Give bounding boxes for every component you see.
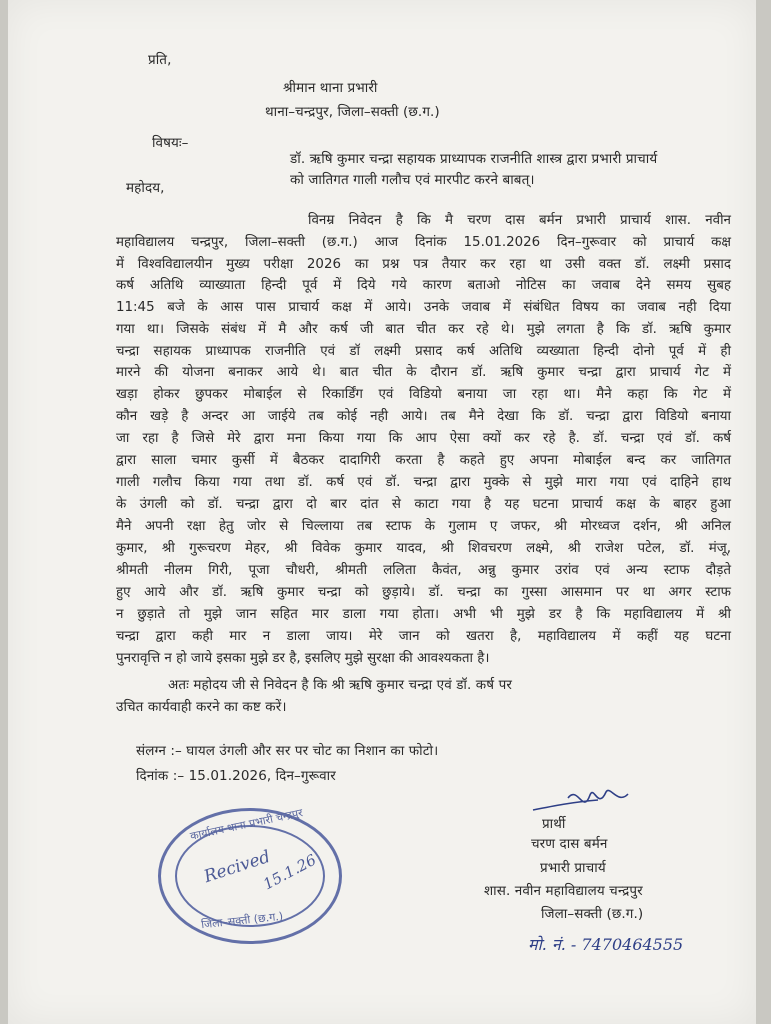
letter-page (8, 0, 756, 1024)
body-line: श्रीमती नीलम गिरी, पूजा चौधरी, श्रीमती ललिता कैवंत, अन्नु कुमार उरांव एवं अन्य स्टाफ दौड़ते (116, 563, 731, 578)
body-line: विनम्र निवेदन है कि मै चरण दास बर्मन प्रभारी प्राचार्य शास. नवीन (308, 213, 731, 228)
applicant-designation: प्रभारी प्राचार्य (540, 860, 606, 876)
subject-line-2: को जातिगत गाली गलौच एवं मारपीट करने बाबत्। (290, 172, 535, 188)
enclosure-line: संलग्न :– घायल उंगली और सर पर चोट का निशान का फोटो। (136, 743, 439, 759)
body-line: चन्द्रा सहायक प्राध्यापक राजनीति एवं डॉ लक्ष्मी प्रसाद कर्ष अतिथि व्यख्याता हिन्दी दोनो पूर्व में ही (116, 344, 731, 359)
body-line: खड़ा होकर छुपकर मोबाईल से रिकार्डिंग एवं विडियो बनाया जा रहा था। मैने कहा कि गेट में (116, 387, 731, 402)
stamp-bottom-text: जिला–सक्ती (छ.ग.) (200, 909, 284, 932)
recipient-line-2: थाना–चन्द्रपुर, जिला–सक्ती (छ.ग.) (265, 104, 440, 120)
body-line: द्वारा साला चमार कुर्सी में बैठकर दादागिरी करता है कहते हुए अपना मोबाईल बन्द कर जातिगत (116, 453, 731, 468)
stamp-top-text: कार्यालय थाना प्रभारी चन्द्रपुर (188, 806, 304, 843)
body-line: कौन खड़े है अन्दर आ जाईये तब कोई नही आये। तब मैने देखा कि डॉ. चन्द्रा द्वारा विडियो बनाया (116, 409, 731, 424)
applicant-label: प्रार्थी (542, 816, 566, 832)
police-receipt-stamp (158, 808, 342, 944)
subject-line-1: डॉ. ऋषि कुमार चन्द्रा सहायक प्राध्यापक राजनीति शास्त्र द्वारा प्रभारी प्राचार्य (290, 151, 658, 167)
body-line: मारने की योजना बनाकर आये थे। बात चीत के दौरान डॉ. ऋषि कुमार चन्द्रा द्वारा प्राचार्य गेट में (116, 365, 731, 380)
closing-line-1: अतः महोदय जी से निवेदन है कि श्री ऋषि कुमार चन्द्रा एवं डॉ. कर्ष पर (168, 677, 512, 693)
body-line: 11:45 बजे के आस पास प्राचार्य कक्ष में आये। उनके जवाब में संबंधित विषय का जवाब नही दिया (116, 300, 731, 315)
body-line: गया था। जिसके संबंध में मै और कर्ष जी बात चीत कर रहे थे। मुझे लगता है कि डॉ. ऋषि कुमार (116, 322, 731, 337)
applicant-mobile: मो. नं. - 7470464555 (528, 935, 684, 954)
body-line: गाली गलौच किया गया तथा डॉ. कर्ष एवं डॉ. चन्द्रा द्वारा मुक्के से मुझे मारा गया एवं दाहिने हाथ (116, 475, 731, 490)
body-line: हुए आये और डॉ. ऋषि कुमार चन्द्रा को छुड़ाये। डॉ. चन्द्रा का गुस्सा आसमान पर था अगर स्टाफ (116, 585, 731, 600)
body-line: चन्द्रा द्वारा कही मार न डाला जाय। मेरे जान को खतरा है, महाविद्यालय में कहीं यह घटना (116, 629, 731, 644)
applicant-name: चरण दास बर्मन (531, 836, 608, 852)
stamp-date-handwriting: 15.1.26 (260, 850, 320, 894)
stamp-received-handwriting: Recived (201, 846, 273, 888)
body-line: जा रहा है जिसे मेरे द्वारा मना किया गया कि आप ऐसा क्यों कर रहे है. डॉ. चन्द्रा एवं डॉ. कर्ष (116, 431, 731, 446)
prati-label: प्रति, (148, 52, 172, 68)
body-line: कर्ष अतिथि व्याख्याता हिन्दी पूर्व में दिये गये कारण बताओ नोटिस का जवाब देने समय सुबह (116, 278, 731, 293)
recipient-line-1: श्रीमान थाना प्रभारी (283, 80, 378, 96)
body-line: में विश्वविद्यालयीन मुख्य परीक्षा 2026 का प्रश्न पत्र तैयार कर रहा था उसी वक्त डॉ. लक्ष्मी प्रसाद (116, 257, 731, 272)
applicant-institution: शास. नवीन महाविद्यालय चन्द्रपुर (484, 883, 643, 899)
body-line: के उंगली को डॉ. चन्द्रा द्वारा दो बार दांत से काटा गया है यह घटना प्राचार्य कक्ष के बाहर हुआ (116, 497, 731, 512)
body-line: पुनरावृत्ति न हो जाये इसका मुझे डर है, इसलिए मुझे सुरक्षा की आवश्यकता है। (116, 651, 490, 666)
body-line: मैने अपनी रक्षा हेतु जोर से चिल्लाया तब स्टाफ के गुलाम ए जफर, श्री मोरध्वज दर्शन, श्री अनिल (116, 519, 731, 534)
closing-line-2: उचित कार्यवाही करने का कष्ट करें। (116, 699, 287, 715)
body-line: महाविद्यालय चन्द्रपुर, जिला–सक्ती (छ.ग.) आज दिनांक 15.01.2026 दिन–गुरूवार को प्राचार्य कक्ष (116, 235, 731, 250)
date-line: दिनांक :– 15.01.2026, दिन–गुरूवार (136, 768, 336, 784)
subject-label: विषयः– (152, 135, 189, 151)
body-line: न छुड़ाते तो मुझे जान सहित मार डाला गया होता। अभी भी मुझे डर है कि महाविद्यालय में श्री (116, 607, 731, 622)
body-line: कुमार, श्री गुरूचरण मेहर, श्री विवेक कुमार यादव, श्री शिवचरण लक्ष्मे, श्री राजेश पटेल, डॉ. मंजू, (116, 541, 731, 556)
salutation: महोदय, (126, 180, 165, 196)
applicant-district: जिला–सक्ती (छ.ग.) (541, 906, 644, 922)
